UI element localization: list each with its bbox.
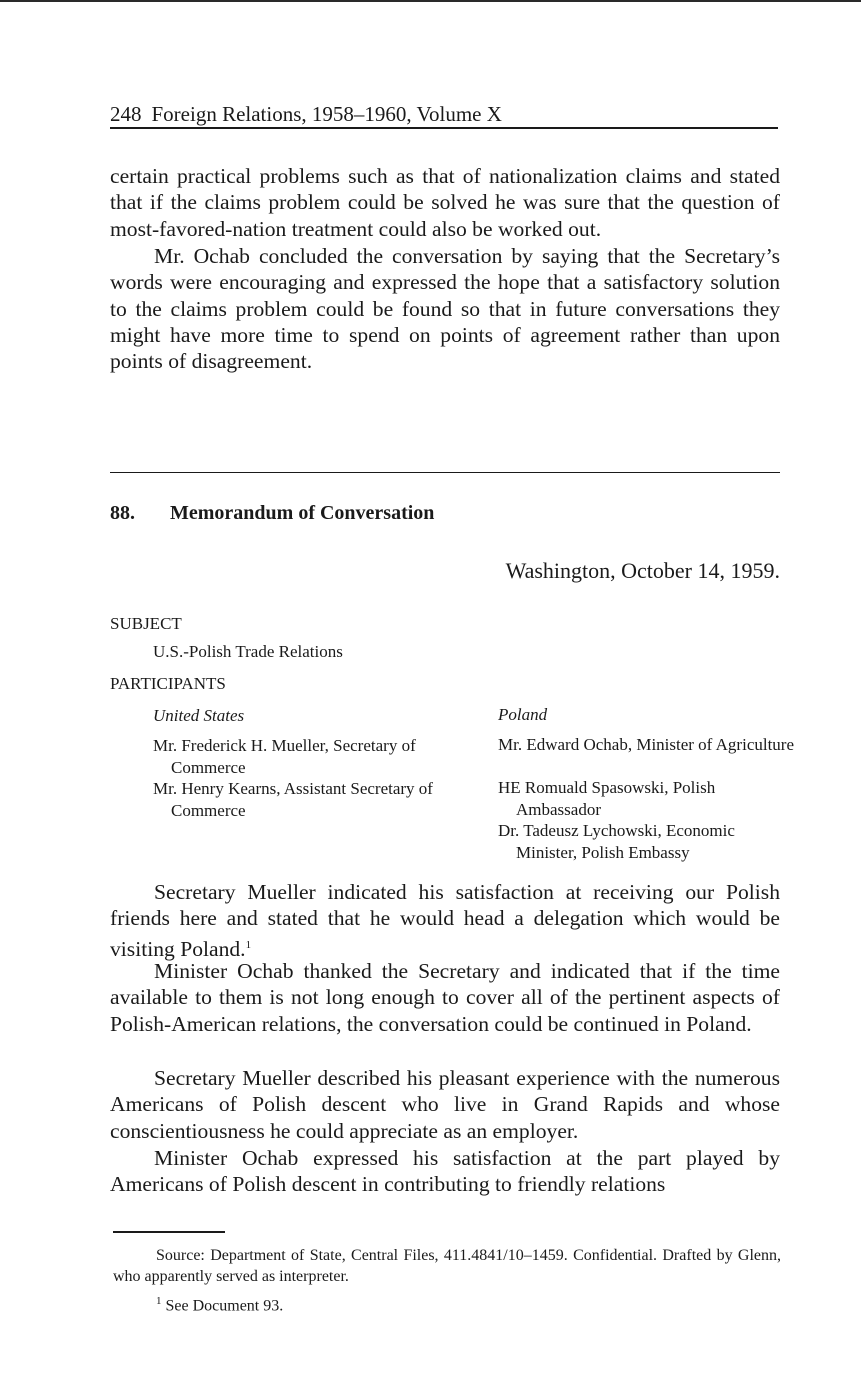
document-number: 88. <box>110 502 135 524</box>
body-paragraph: Minister Ochab expressed his satisfaction at the part played by Americans of Polish descent in contributing to friendly relations <box>110 1146 780 1197</box>
us-heading: United States <box>153 706 245 725</box>
us-participant: Mr. Frederick H. Mueller, Secretary of Commerce <box>153 736 416 777</box>
poland-participant: HE Romuald Spasowski, Polish Ambassador <box>498 778 716 819</box>
body-paragraph <box>110 879 780 962</box>
continued-paragraph: certain practical problems such as that of nationalization claims and stated that if the claims problem could be solved he was sure that the question of most-favored-nation treatment could also be worked out. <box>110 164 780 241</box>
source-note: Source: Department of State, Central Files, 411.4841/10–1459. Confidential. Drafted by Glenn, who apparently served as interpreter. <box>113 1247 781 1285</box>
footnote-1 <box>156 1291 283 1316</box>
body-paragraph-text: Secretary Mueller indicated his satisfaction at receiving our Polish friends here and stated that he would head a delegation which would be visiting Poland. <box>110 880 780 961</box>
us-participant: Mr. Henry Kearns, Assistant Secretary of Commerce <box>153 779 433 820</box>
page-number: 248 <box>110 102 142 126</box>
volume-title: Foreign Relations, 1958–1960, Volume X <box>151 102 502 126</box>
subject-text: U.S.-Polish Trade Relations <box>153 642 343 661</box>
poland-participant: Dr. Tadeusz Lychowski, Economic Minister, Polish Embassy <box>498 821 735 862</box>
body-paragraph: Secretary Mueller described his pleasant experience with the numerous Americans of Polish descent who live in Grand Rapids and whose conscientiousness he could appreciate as an employer. <box>110 1066 780 1143</box>
page-top-edge <box>0 0 861 2</box>
body-paragraph: Minister Ochab thanked the Secretary and indicated that if the time available to them is not long enough to cover all of the pertinent aspects of Polish-American relations, the conversation could be continued in Poland. <box>110 959 780 1036</box>
poland-heading: Poland <box>498 705 548 724</box>
footnote-text: See Document 93. <box>165 1297 284 1315</box>
running-header <box>110 100 778 129</box>
subject-label: SUBJECT <box>110 614 182 633</box>
dateline: Washington, October 14, 1959. <box>505 558 780 583</box>
section-divider <box>110 472 780 473</box>
participants-label: PARTICIPANTS <box>110 674 226 693</box>
footnote-marker: 1 <box>156 1295 162 1307</box>
document-title: Memorandum of Conversation <box>170 502 435 524</box>
footnote-rule <box>113 1231 225 1233</box>
poland-participant: Mr. Edward Ochab, Minister of Agriculture <box>498 735 795 754</box>
closing-paragraph: Mr. Ochab concluded the conversation by saying that the Secretary’s words were encouraging and expressed the hope that a satisfactory solution to the claims problem could be found so that in future conversations they might have more time to spend on points of agreement rather than upon points of disagreement. <box>110 244 780 374</box>
document-heading <box>110 502 434 525</box>
footnote-ref: 1 <box>245 938 252 951</box>
